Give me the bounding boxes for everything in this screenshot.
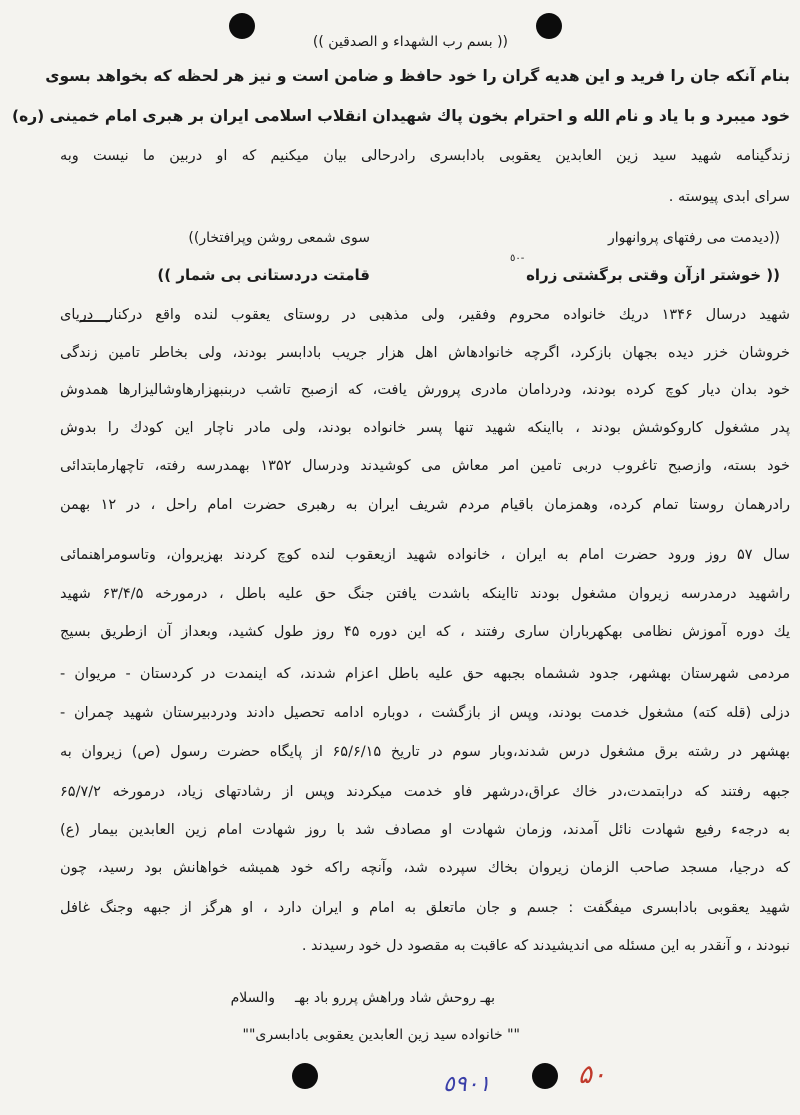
body-line-13: جبهه رفتند كه درابتمدت،در خاك عراق،درشهر فاو خدمت ميكردند وپس از رشادتهای زياد، درمورخه ۶۵/۷/۲: [60, 784, 790, 800]
handwritten-page-number: ٥٩٠١: [443, 1072, 491, 1097]
intro-line-3: زندگينامه شهيد سيد زين العابدين يعقوبی بادابسری رادرحالی بيان ميكنيم كه او دربين ما نيست وبه: [60, 148, 790, 164]
intro-line-1: بنام آنكه جان را فريد و اين هديه گران را خود حافظ و ضامن است و نيز هر لحظه كه بخواهد بسوی: [45, 67, 790, 85]
body-line-16: شهيد يعقوبی بادابسری ميفگفت : جسم و جان ماتعلق به امام و ايران دارد ، او هرگز از جبهه وجنگ غافل: [60, 900, 790, 916]
body-line-11: دزلی (قله كته) مشغول خدمت بودند، وپس از بازگشت ، دوباره ادامه تحصيل دادند ودردبيرستان شهيد چمران -: [60, 705, 790, 721]
punch-hole-bottom-left: [292, 1063, 318, 1089]
body-line-4: پدر مشغول كاروكوشش بودند ، بااينكه شهيد تنها پسر خانواده بودند، ولی مادر ناچار اين كودك را بدوش: [60, 420, 790, 436]
body-line-15: كه درجيا، مسجد صاحب الزمان زيروان بخاك سپرده شد، وآنچه راكه خود هميشه خواهانش بود رسيد، چون: [60, 860, 790, 876]
body-line-2: خروشان خزر ديده بجهان بازكرد، اگرچه خانوادهاش اهل هزار جريب بادابسر بودند، ولی بخاطر تامين زندگی: [60, 345, 790, 361]
body-line-17: نبودند ، و آنقدر به اين مسئله می انديشيدند كه عاقبت به مقصود دل خود رسيدند .: [301, 938, 790, 954]
poem-line-2-left: قامتت دردستانی بی شمار )): [157, 266, 370, 284]
body-line-8: راشهيد درمدرسه زيروان مشغول بودند تااينكه باشدت يافتن جنگ حق عليه باطل ، درمورخه ۶۳/۴/۵ شهيد: [60, 586, 790, 602]
poem-line-1-right: ((ديدمت می رفتهای پروانهوار: [607, 230, 780, 246]
body-line-9: يك دوره آموزش نظامی بهكهرباران ساری رفتند ، كه اين دوره ۴۵ روز طول كشيد، وبعداز آن ازطريق بسيج: [60, 624, 790, 640]
poem-line-2-right: (( خوشتر ازآن وقتی برگشتی زراه: [526, 266, 780, 284]
body-line-3: خود بدان ديار كوچ كرده بودند، ودردامان مادری پرورش يافت، كه ازصبح تاشب دربنبهزارهاوشاليزارها همدوش: [60, 382, 790, 398]
closing-salaam: والسلام: [230, 990, 275, 1006]
body-line-14: به درجهء رفيع شهادت نائل آمدند، وزمان شهادت او مصادف شد با روز شهادت امام زين العابدين بيمار (ع): [60, 822, 790, 838]
punch-hole-top-right: [536, 13, 562, 39]
red-stamp-mark: ۵۰: [578, 1060, 606, 1090]
punch-hole-top-left: [229, 13, 255, 39]
body-line-1: شهيد درسال ۱۳۴۶ دريك خانواده محروم وفقير، ولی مذهبی در روستای يعقوب لنده واقع دركنار دريای: [60, 307, 790, 323]
body-line-12: بهشهر در رشته برق مشغول درس شدند،وبار سوم در تاريخ ۶۵/۶/۱۵ از پايگاه حضرت رسول (ص) زيروان به: [60, 744, 790, 760]
closing-wish: بهـ روحش شاد وراهش پررو باد بهـ: [294, 990, 495, 1006]
closing-signature: "" خانواده سيد زين العابدين يعقوبی بادابسری"": [242, 1027, 520, 1043]
body-line-6: رادرهمان روستا تمام كرده، وهمزمان باقيام مردم شريف ايران به رهبری حضرت امام راحل ، در ۱۲ بهمن: [60, 497, 790, 513]
body-line-5: خود بسته، وازصبح تاغروب دربی تامين امر معاش می كوشيدند ودرسال ۱۳۵۲ بهمدرسه رفته، تاچهارمابتدائی: [60, 458, 790, 474]
punch-hole-bottom-right: [532, 1063, 558, 1089]
basmala-heading: (( بسم رب الشهداء و الصدقين )): [312, 34, 508, 50]
body-line-7: سال ۵۷ روز ورود حضرت امام به ايران ، خانواده شهيد ازيعقوب لنده كوچ كردند بهزيروان، وتاسومراهنمائی: [60, 547, 791, 563]
intro-line-4: سرای ابدی پيوسته .: [668, 189, 790, 205]
body-line-10: مردمی شهرستان بهشهر، جدود ششماه بجبهه حق عليه باطل اعزام شدند، كه اينمدت در كردستان - مريوان -: [60, 666, 790, 682]
intro-line-2: خود ميبرد و با ياد و نام الله و احترام بخون پاك شهيدان انقلاب اسلامی ايران بر هبری امام خمينی (ره): [12, 107, 790, 125]
poem-note: ٥٠-: [510, 253, 525, 264]
poem-line-1-left: سوی شمعی روشن وپرافتخار)): [188, 230, 370, 246]
